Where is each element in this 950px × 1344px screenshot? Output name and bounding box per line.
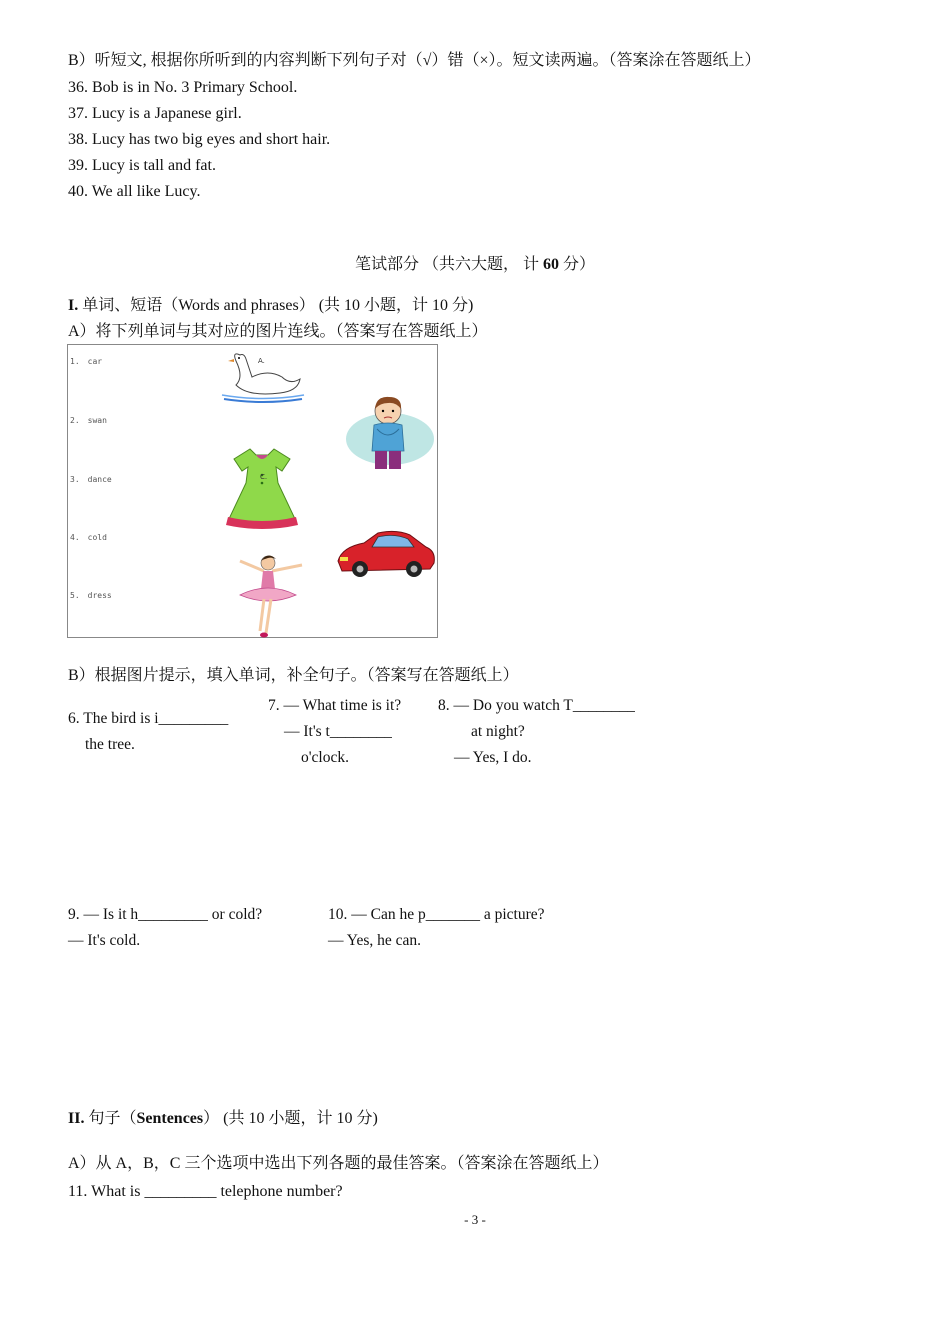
match-word: dress	[87, 591, 112, 600]
section-2-title-bold: Sentences	[136, 1110, 204, 1127]
question-9-line-2: — It's cold.	[68, 932, 141, 949]
match-number: 4.	[70, 533, 80, 542]
question-7-line-3: o'clock.	[301, 749, 349, 766]
matching-image-box	[67, 344, 438, 638]
swan-image	[218, 347, 308, 403]
written-title-score: 60	[543, 256, 559, 273]
section-1-title: 单词、短语（Words and phrases） (共 10 小题，计 10 分)	[78, 297, 474, 314]
match-number: 3.	[70, 475, 80, 484]
list-item: 37. Lucy is a Japanese girl.	[68, 105, 242, 122]
section-2-part-a-instruction: A）从 A，B，C 三个选项中选出下列各题的最佳答案。（答案涂在答题纸上）	[68, 1155, 609, 1172]
section-1-number: I.	[68, 297, 79, 314]
match-word-5	[70, 591, 112, 600]
question-7-line-2: — It's t________	[284, 723, 392, 740]
question-7	[268, 693, 401, 771]
question-7-line-1: 7. — What time is it?	[268, 697, 402, 714]
list-item: 39. Lucy is tall and fat.	[68, 157, 216, 174]
match-word: dance	[87, 475, 112, 484]
written-title-prefix: 笔试部分 （共六大题， 计	[354, 256, 543, 273]
question-8-line-3: — Yes, I do.	[454, 749, 532, 766]
written-section-title	[0, 251, 950, 274]
section-2-title-pre: 句子（	[84, 1110, 137, 1127]
listening-instruction: B）听短文, 根据你所听到的内容判断下列句子对（√）错（×）。短文读两遍。（答案涂在答题纸上）	[68, 52, 761, 69]
match-word-4	[70, 533, 107, 542]
match-word: car	[87, 357, 103, 366]
section-1-heading	[68, 296, 473, 316]
question-10-line-2: — Yes, he can.	[328, 932, 421, 949]
question-6-line-1: 6. The bird is i_________	[68, 710, 229, 727]
match-number: 1.	[70, 357, 80, 366]
question-9-line-1: 9. — Is it h_________ or cold?	[68, 906, 263, 923]
list-item: 36. Bob is in No. 3 Primary School.	[68, 79, 298, 96]
match-number: 2.	[70, 416, 80, 425]
dress-image	[220, 445, 304, 531]
match-word-2	[70, 416, 107, 425]
question-8-line-2: at night?	[471, 723, 525, 740]
section-1-part-b-instruction: B）根据图片提示，填入单词，补全句子。（答案写在答题纸上）	[68, 667, 519, 684]
question-6	[68, 706, 228, 758]
match-word-3	[70, 475, 112, 484]
question-8-line-1: 8. — Do you watch T________	[438, 697, 635, 714]
page-number: - 3 -	[464, 1212, 486, 1227]
section-1-part-a-instruction: A）将下列单词与其对应的图片连线。（答案写在答题纸上）	[68, 323, 488, 340]
written-title-suffix: 分）	[559, 256, 596, 273]
section-2-title-post: ） (共 10 小题，计 10 分)	[203, 1110, 378, 1127]
match-word: cold	[87, 533, 107, 542]
match-number: 5.	[70, 591, 80, 600]
pic-letter-c: C.	[260, 473, 268, 481]
question-8	[438, 693, 635, 771]
match-word: swan	[87, 416, 107, 425]
cold-boy-image	[344, 393, 436, 473]
car-image	[334, 525, 438, 581]
question-6-line-2: the tree.	[85, 736, 135, 753]
section-2-number: II.	[68, 1110, 85, 1127]
match-word-1	[70, 357, 102, 366]
list-item: 40. We all like Lucy.	[68, 183, 201, 200]
section-2-heading	[68, 1109, 378, 1129]
question-11: 11. What is _________ telephone number?	[68, 1183, 343, 1200]
question-9	[68, 902, 262, 954]
pic-letter-a: A.	[258, 357, 265, 365]
question-10-line-1: 10. — Can he p_______ a picture?	[328, 906, 545, 923]
ballerina-image	[220, 551, 314, 641]
question-10	[328, 902, 545, 954]
list-item: 38. Lucy has two big eyes and short hair.	[68, 131, 331, 148]
